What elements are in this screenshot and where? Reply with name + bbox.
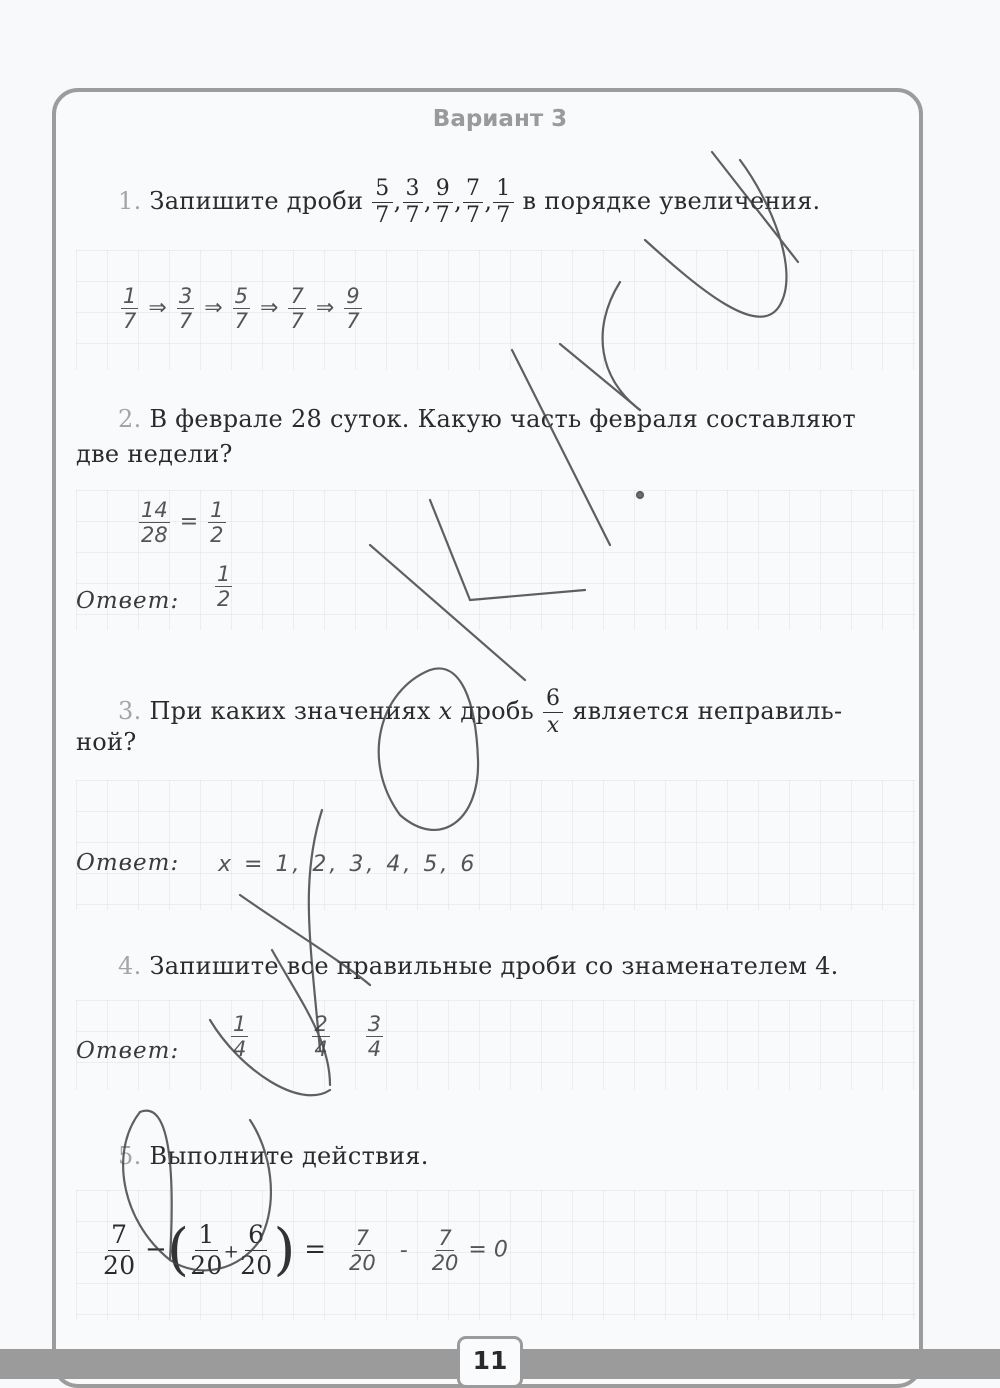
question-text: В феврале 28 суток. Какую часть февраля составляют	[149, 405, 856, 433]
question-2	[118, 401, 856, 437]
fraction: $\frac{3}{7}$	[403, 176, 423, 229]
handwritten-work-2: $\frac{14}{28}$ = $\frac{1}{2}$	[141, 498, 224, 547]
fraction: $\frac{5}{7}$	[372, 176, 392, 229]
answer-label: Ответ:	[76, 588, 180, 614]
answer-grid-3	[76, 780, 916, 910]
handwritten-answer-3: x = 1, 2, 3, 4, 5, 6	[218, 852, 478, 877]
answer-grid-4	[76, 1000, 916, 1090]
expression-5: $\frac{7}{20}$ −( $\frac{1}{20}$ + $\frac{6}{20}$ ) =	[103, 1217, 327, 1283]
question-text: Запишите дроби	[149, 187, 364, 215]
variant-title: Вариант 3	[432, 106, 568, 132]
question-5: 5. Выполните действия.	[118, 1142, 429, 1170]
question-text: в порядке увеличения.	[522, 187, 821, 215]
answer-label: Ответ:	[76, 1038, 180, 1064]
fraction: $\frac{1}{7}$	[493, 176, 513, 229]
question-number: 2.	[118, 405, 142, 433]
fraction: $\frac{6}{x}$	[543, 686, 563, 739]
question-4: 4. Запишите все правильные дроби со знаменателем 4.	[118, 952, 839, 980]
handwritten-answer-1: $\frac{1}{7}$ ⇒ $\frac{3}{7}$ ⇒ $\frac{5}{7}$ ⇒ $\frac{7}{7}$ ⇒ $\frac{9}{7}$	[123, 284, 360, 333]
question-number: 3.	[118, 697, 142, 725]
question-1: 1. Запишите дроби $\frac{5}{7}$ , $\frac{3}{7}$ , $\frac{9}{7}$ , $\frac{7}{7}$ , $\frac{1}{7}$ в порядке увеличения.	[118, 176, 821, 228]
question-3-line2: ной?	[76, 728, 137, 756]
fraction: $\frac{7}{7}$	[463, 176, 483, 229]
question-3: 3. При каких значениях x дробь $\frac{6}{x}$ является неправиль-	[118, 686, 843, 738]
question-number: 5.	[118, 1142, 142, 1170]
question-number: 1.	[118, 187, 142, 215]
variable: x	[438, 697, 453, 725]
fraction: $\frac{9}{7}$	[433, 176, 453, 229]
answer-label: Ответ:	[76, 850, 180, 876]
handwritten-answer-2: $\frac{1}{2}$	[217, 562, 231, 611]
page-number: 11	[457, 1336, 523, 1388]
question-2-line2: две недели?	[76, 440, 233, 468]
question-number: 4.	[118, 952, 142, 980]
handwritten-answer-4: $\frac{1}{4}$ $\frac{2}{4}$ $\frac{3}{4}$	[233, 1012, 382, 1061]
handwritten-work-5: $\frac{7}{20}$ - $\frac{7}{20}$ = 0	[349, 1226, 508, 1275]
